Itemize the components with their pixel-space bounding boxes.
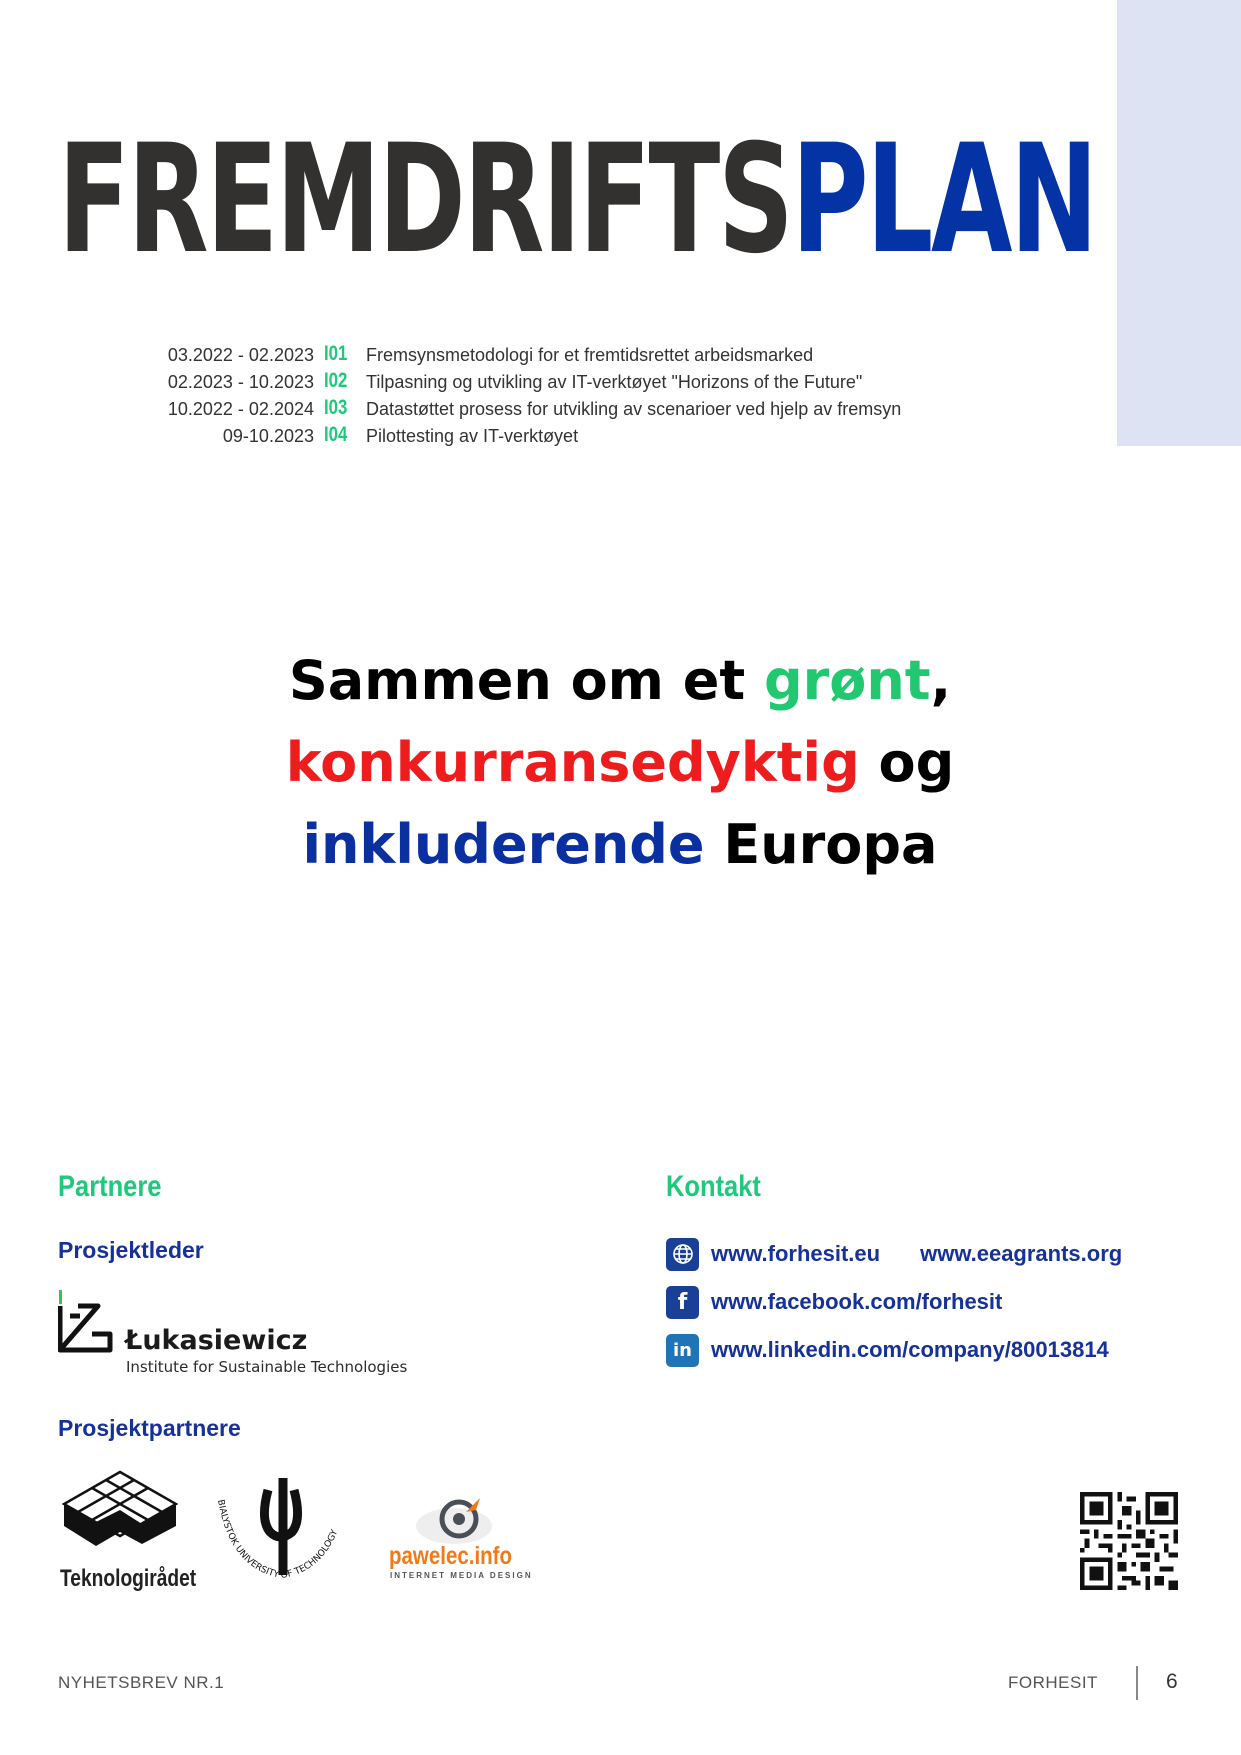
globe-icon — [666, 1238, 699, 1271]
bialystok-university-logo — [210, 1470, 355, 1590]
project-partners-label: Prosjektpartnere — [58, 1415, 241, 1441]
pawelec-tagline: INTERNET MEDIA DESIGN — [390, 1571, 533, 1580]
facebook-icon: f — [666, 1286, 699, 1319]
qr-code[interactable] — [1080, 1492, 1178, 1590]
timeline-code: I04 — [324, 423, 348, 446]
footer-divider — [1136, 1666, 1138, 1700]
contact-web-row — [666, 1237, 1122, 1271]
pawelec-name: pawelec.info — [389, 1542, 513, 1570]
slogan-text: Europa — [704, 813, 938, 876]
side-band — [1117, 0, 1241, 446]
timeline-code: I02 — [324, 369, 348, 392]
timeline-row — [130, 423, 960, 450]
timeline-code: I01 — [324, 342, 348, 365]
slogan-line-1 — [200, 640, 1040, 722]
facebook-link[interactable]: www.facebook.com/forhesit — [711, 1289, 1003, 1314]
timeline-description: Tilpasning og utvikling av IT-verktøyet "Horizons of the Future" — [366, 372, 863, 392]
title-part-2: PLAN — [791, 113, 1096, 287]
timeline-dates: 02.2023 - 10.2023 — [167, 372, 314, 392]
contact-heading: Kontakt — [666, 1170, 761, 1203]
slogan-text: Sammen om et — [288, 649, 764, 712]
slogan-red-word: konkurransedyktig — [285, 731, 860, 794]
lukasiewicz-subtitle: Institute for Sustainable Technologies — [126, 1358, 408, 1376]
timeline-row — [130, 396, 960, 423]
slogan-text: og — [859, 731, 955, 794]
slogan — [200, 640, 1040, 886]
timeline-description: Datastøttet prosess for utvikling av scenarioer ved hjelp av fremsyn — [366, 399, 902, 419]
slogan-green-word: grønt — [763, 649, 931, 712]
project-leader-label: Prosjektleder — [58, 1237, 204, 1263]
slogan-blue-word: inkluderende — [302, 813, 705, 876]
title-part-1: FREMDRIFTS — [58, 113, 792, 287]
partners-heading: Partnere — [58, 1170, 162, 1203]
timeline-dates: 03.2022 - 02.2023 — [167, 345, 314, 365]
timeline-dates: 09-10.2023 — [222, 426, 314, 446]
page-title — [58, 113, 1096, 287]
timeline-description: Pilottesting av IT-verktøyet — [366, 426, 579, 446]
forhesit-website-link[interactable]: www.forhesit.eu — [711, 1241, 881, 1266]
bialystok-university-name: BIALYSTOK UNIVERSITY OF TECHNOLOGY — [215, 1498, 341, 1582]
page-number: 6 — [1166, 1670, 1178, 1693]
teknologiradet-logo — [62, 1470, 178, 1562]
contact-facebook-row — [666, 1285, 1002, 1319]
lukasiewicz-name: Łukasiewicz — [125, 1325, 308, 1356]
timeline-dates: 10.2022 - 02.2024 — [167, 399, 314, 419]
timeline-row — [130, 342, 960, 369]
teknologiradet-name: Teknologirådet — [60, 1565, 197, 1592]
linkedin-icon: in — [666, 1334, 699, 1367]
timeline-description: Fremsynsmetodologi for et fremtidsrettet arbeidsmarked — [366, 345, 814, 365]
timeline-code: I03 — [324, 396, 348, 419]
footer-newsletter-label: NYHETSBREV NR.1 — [58, 1673, 225, 1692]
slogan-line-3 — [200, 804, 1040, 886]
pawelec-logo-mark — [414, 1486, 494, 1546]
timeline — [130, 342, 960, 450]
timeline-row — [130, 369, 960, 396]
footer-brand: FORHESIT — [1008, 1673, 1098, 1692]
slogan-comma: , — [930, 649, 952, 712]
contact-linkedin-row — [666, 1333, 1109, 1367]
eeagrants-website-link[interactable]: www.eeagrants.org — [920, 1241, 1123, 1266]
linkedin-link[interactable]: www.linkedin.com/company/80013814 — [711, 1337, 1109, 1362]
slogan-line-2 — [200, 722, 1040, 804]
